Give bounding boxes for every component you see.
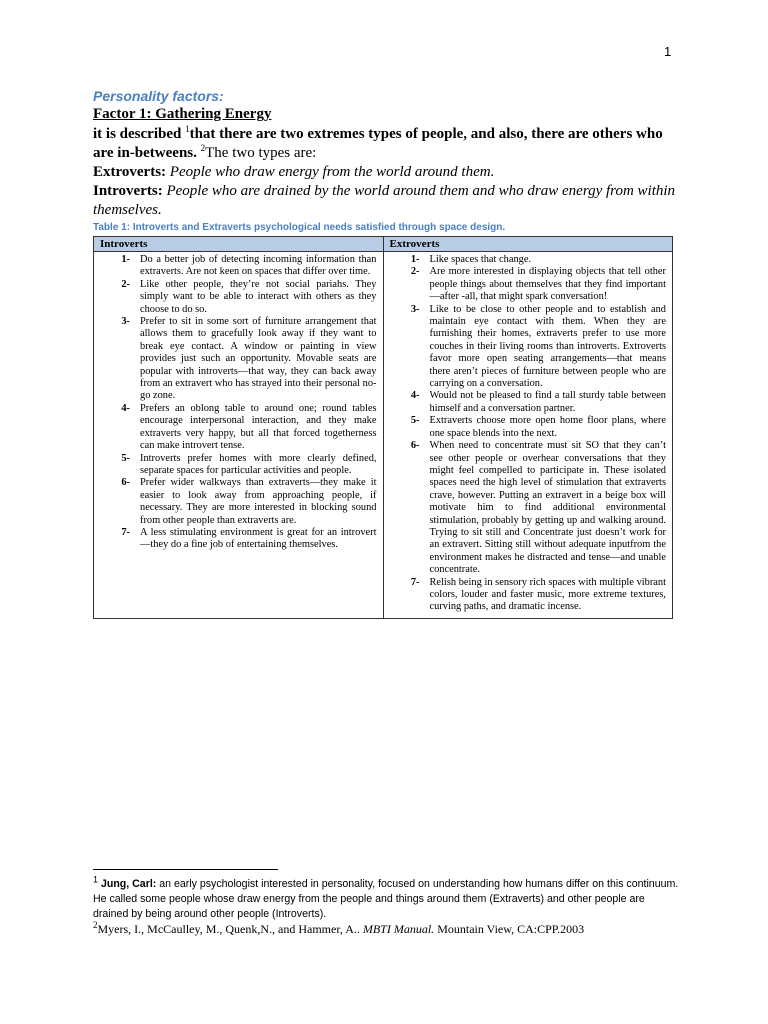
footnote-2-publisher: Mountain View, CA:CPP.2003 (434, 922, 585, 936)
header-introverts: Introverts (94, 237, 384, 252)
list-item (100, 453, 377, 478)
footnote-separator (93, 869, 278, 870)
item-text: Prefer to sit in some sort of furniture arrangement that allows them to gracefully look away if they want to break eye contact. A window or painting in view provides just such an opportunity. Movable seats are popular with introverts—that way, they can back away from an extravert who has strayed into their personal no-go zone. (140, 316, 377, 402)
item-number: 6- (121, 477, 130, 489)
item-number: 5- (121, 452, 130, 464)
extroverts-column (383, 252, 673, 619)
item-text: Are more interested in displaying objects that tell other people things about themselves that they find important—after -all, that might spark conversation! (429, 266, 666, 303)
extroverts-definition (93, 163, 683, 182)
item-text: Prefers an oblong table to around one; round tables encourage interpersonal interaction, and they make extraverts very happy, but all that forced togetherness can make introvert tense. (140, 402, 377, 452)
footnote-2-title: MBTI Manual. (362, 922, 435, 936)
item-number: 7- (410, 576, 420, 588)
extroverts-text: People who draw energy from the world around them. (169, 164, 495, 180)
list-item (100, 254, 377, 279)
item-text: Extraverts choose more open home floor plans, where one space blends into the next. (429, 415, 666, 439)
list-item (100, 477, 377, 527)
list-item (390, 415, 667, 440)
item-text: Prefer wider walkways than extraverts—they make it easier to look away from approaching people, if necessary. They are more interested in blocking sound from other people than extraverts are. (140, 477, 377, 526)
list-item (100, 403, 377, 453)
item-text: When need to concentrate must sit SO that they can’t see other people or overhear conversations that they might feel compelled to participate in. These isolated spaces need the high level of stimulation that extraverts crave, however. Putting an extravert in a beige box will motivate him to find additional environmental stimulation, probably by getting up and walking around. Trying to sit still and Concentrate just doesn’t work for an extravert. Sitting still without adequate inputfrom the environment makes he distracted and tense—and unable concentrate. (429, 440, 666, 576)
footnote-ref-2[interactable]: 2 (200, 143, 206, 153)
introverts-text: People who are drained by the world around them and who draw energy from within themselves. (93, 183, 676, 218)
header-extroverts: Extroverts (383, 237, 673, 252)
footnote-2-authors: Myers, I., McCaulley, M., Quenk,N., and Hammer, A.. (97, 922, 363, 936)
item-number: 1- (121, 254, 130, 265)
intro-paragraph (93, 125, 683, 163)
section-heading: Personality factors: (93, 88, 224, 104)
item-text: Relish being in sensory rich spaces with multiple vibrant colors, louder and faster music, more extreme textures, curving paths, and dramatic incense. (429, 576, 666, 613)
list-item (390, 266, 667, 303)
footnote-ref-1[interactable]: 1 (185, 124, 190, 134)
item-number: 4- (121, 402, 130, 414)
item-number: 4- (410, 390, 420, 402)
item-number: 3- (121, 316, 130, 328)
footnote-2 (93, 922, 683, 937)
intro-block (93, 125, 683, 220)
table-header-row (94, 237, 673, 252)
intro-part1: it is described (93, 126, 186, 142)
intro-part3: The two types are: (205, 145, 317, 161)
item-text: Like spaces that change. (429, 254, 532, 265)
introverts-definition (93, 182, 683, 220)
intro-part2: that there are two extremes types of people, and also, there are others who are in-betweens. (93, 126, 663, 161)
list-item (100, 279, 377, 316)
item-number: 6- (410, 440, 420, 452)
footnote-1 (93, 874, 683, 922)
footnote-1-text: an early psychologist interested in personality, focused on understanding how humans differ on this continuum. He called some people whose draw energy from the people and things around them (Extraverts) and other people are drained by being around other people (Introverts). (93, 878, 679, 920)
item-text: Introverts prefer homes with more clearly defined, separate spaces for particular activities and people. (140, 452, 377, 476)
list-item (390, 254, 667, 266)
footnote-2-marker: 2 (93, 920, 98, 930)
footnote-1-marker: 1 (93, 874, 99, 885)
factor-title: Factor 1: Gathering Energy (93, 106, 272, 122)
list-item (390, 440, 667, 576)
item-number: 3- (410, 303, 420, 315)
list-item (390, 577, 667, 614)
list-item (390, 390, 667, 415)
item-number: 1- (410, 254, 420, 265)
item-number: 2- (410, 266, 420, 278)
extroverts-term: Extroverts: (93, 164, 167, 180)
list-item (100, 527, 377, 552)
table-body-row (94, 252, 673, 619)
list-item (100, 316, 377, 403)
table-caption: Table 1: Introverts and Extraverts psychological needs satisfied through space design. (93, 222, 506, 233)
list-item (390, 304, 667, 391)
introverts-term: Introverts: (93, 183, 163, 199)
item-number: 2- (121, 278, 130, 290)
item-text: Like to be close to other people and to establish and maintain eye contact with them. When they are furnishing their homes, extraverts prefer to use more couches in their living rooms than introverts. Extroverts favor more open seating arrangements—that means there aren’t pieces of furniture between people who are carrying on a conversation. (429, 303, 666, 390)
item-text: Do a better job of detecting incoming information than extraverts. Are not keen on spaces that differ over time. (140, 254, 377, 278)
footnote-1-name: Jung, Carl: (100, 878, 157, 890)
introverts-column (94, 252, 384, 619)
comparison-table (93, 236, 673, 619)
page-number: 1 (664, 44, 672, 59)
item-number: 5- (410, 415, 420, 427)
item-text: Would not be pleased to find a tall sturdy table between himself and a conversation partner. (429, 390, 666, 414)
item-text: Like other people, they’re not social pariahs. They simply want to be able to interact with others as they choose to do so. (140, 278, 377, 315)
item-text: A less stimulating environment is great for an introvert—they do a fine job of entertaining themselves. (140, 526, 377, 551)
item-number: 7- (121, 526, 130, 538)
